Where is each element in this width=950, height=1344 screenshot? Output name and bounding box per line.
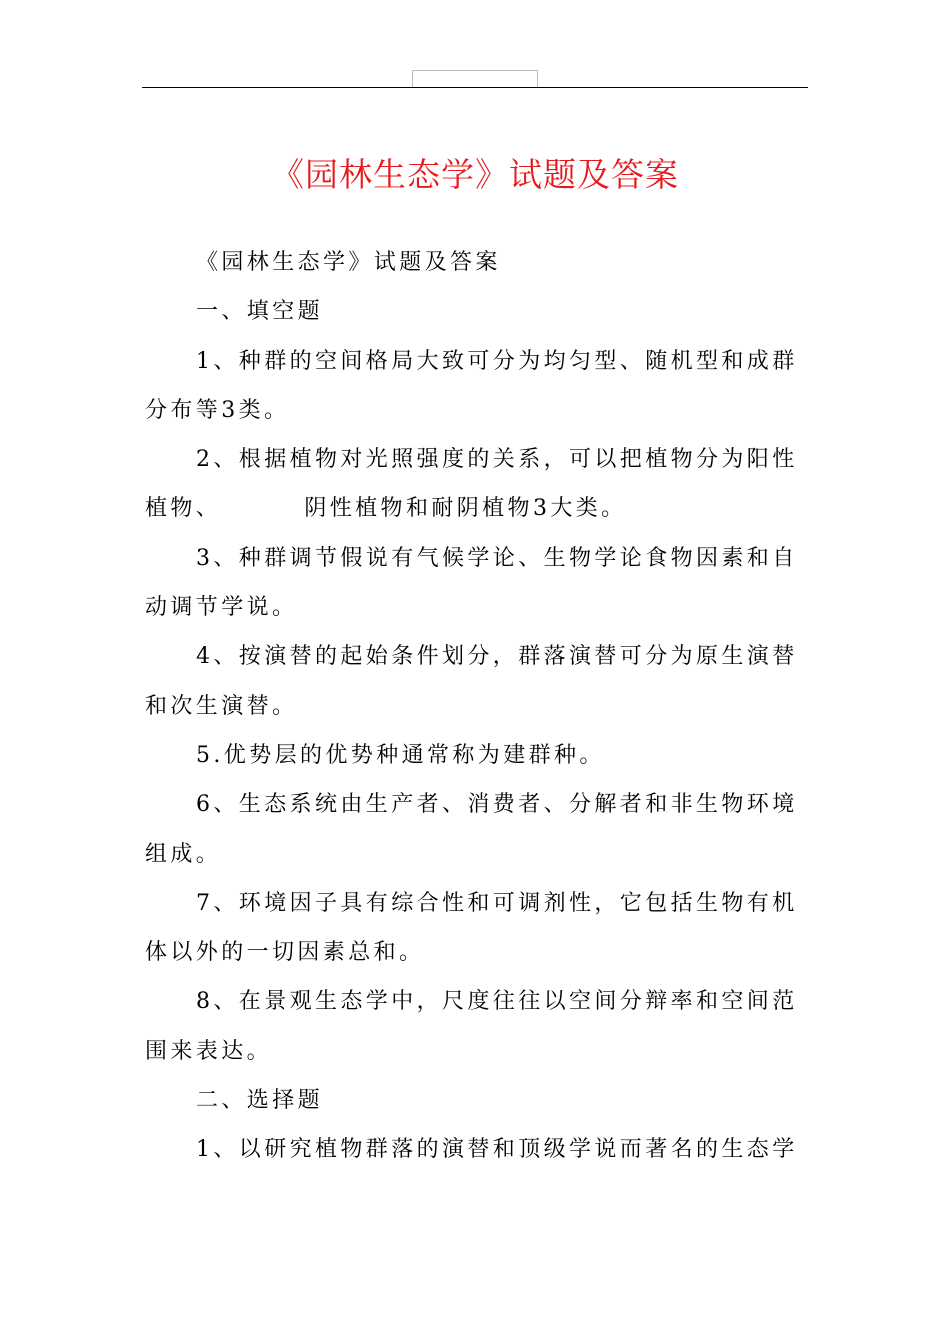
question-paragraph: 5.优势层的优势种通常称为建群种。 xyxy=(196,742,605,768)
question-paragraph: 8、在景观生态学中，尺度往往以空间分辩率和空间范围来表达。 xyxy=(145,989,798,1064)
question-paragraph: 6、生态系统由生产者、消费者、分解者和非生物环境组成。 xyxy=(145,792,798,867)
question-paragraph: 4、按演替的起始条件划分，群落演替可分为原生演替和次生演替。 xyxy=(145,644,798,719)
paragraph-subtitle: 《园林生态学》试题及答案 xyxy=(196,250,501,275)
question-paragraph: 7、环境因子具有综合性和可调剂性，它包括生物有机体以外的一切因素总和。 xyxy=(145,890,798,966)
question-paragraph: 2、根据植物对光照强度的关系，可以把植物分为阳性植物、 阴性植物和耐阴植物3大类。 xyxy=(145,447,798,522)
document-body xyxy=(145,238,807,1175)
question-paragraph: 3、种群调节假说有气候学论、生物学论食物因素和自动调节学说。 xyxy=(145,545,798,621)
section-heading-multiple-choice: 二、选择题 xyxy=(196,1088,324,1114)
question-paragraph: 1、以研究植物群落的演替和顶级学说而著名的生态学 xyxy=(196,1137,798,1163)
section-heading-fill-blank: 一、填空题 xyxy=(196,299,324,325)
header-tab-box xyxy=(412,70,538,87)
question-paragraph: 1、种群的空间格局大致可分为均匀型、随机型和成群分布等3类。 xyxy=(145,348,798,423)
document-title: 《园林生态学》试题及答案 xyxy=(271,155,679,194)
header-rule xyxy=(142,87,808,88)
